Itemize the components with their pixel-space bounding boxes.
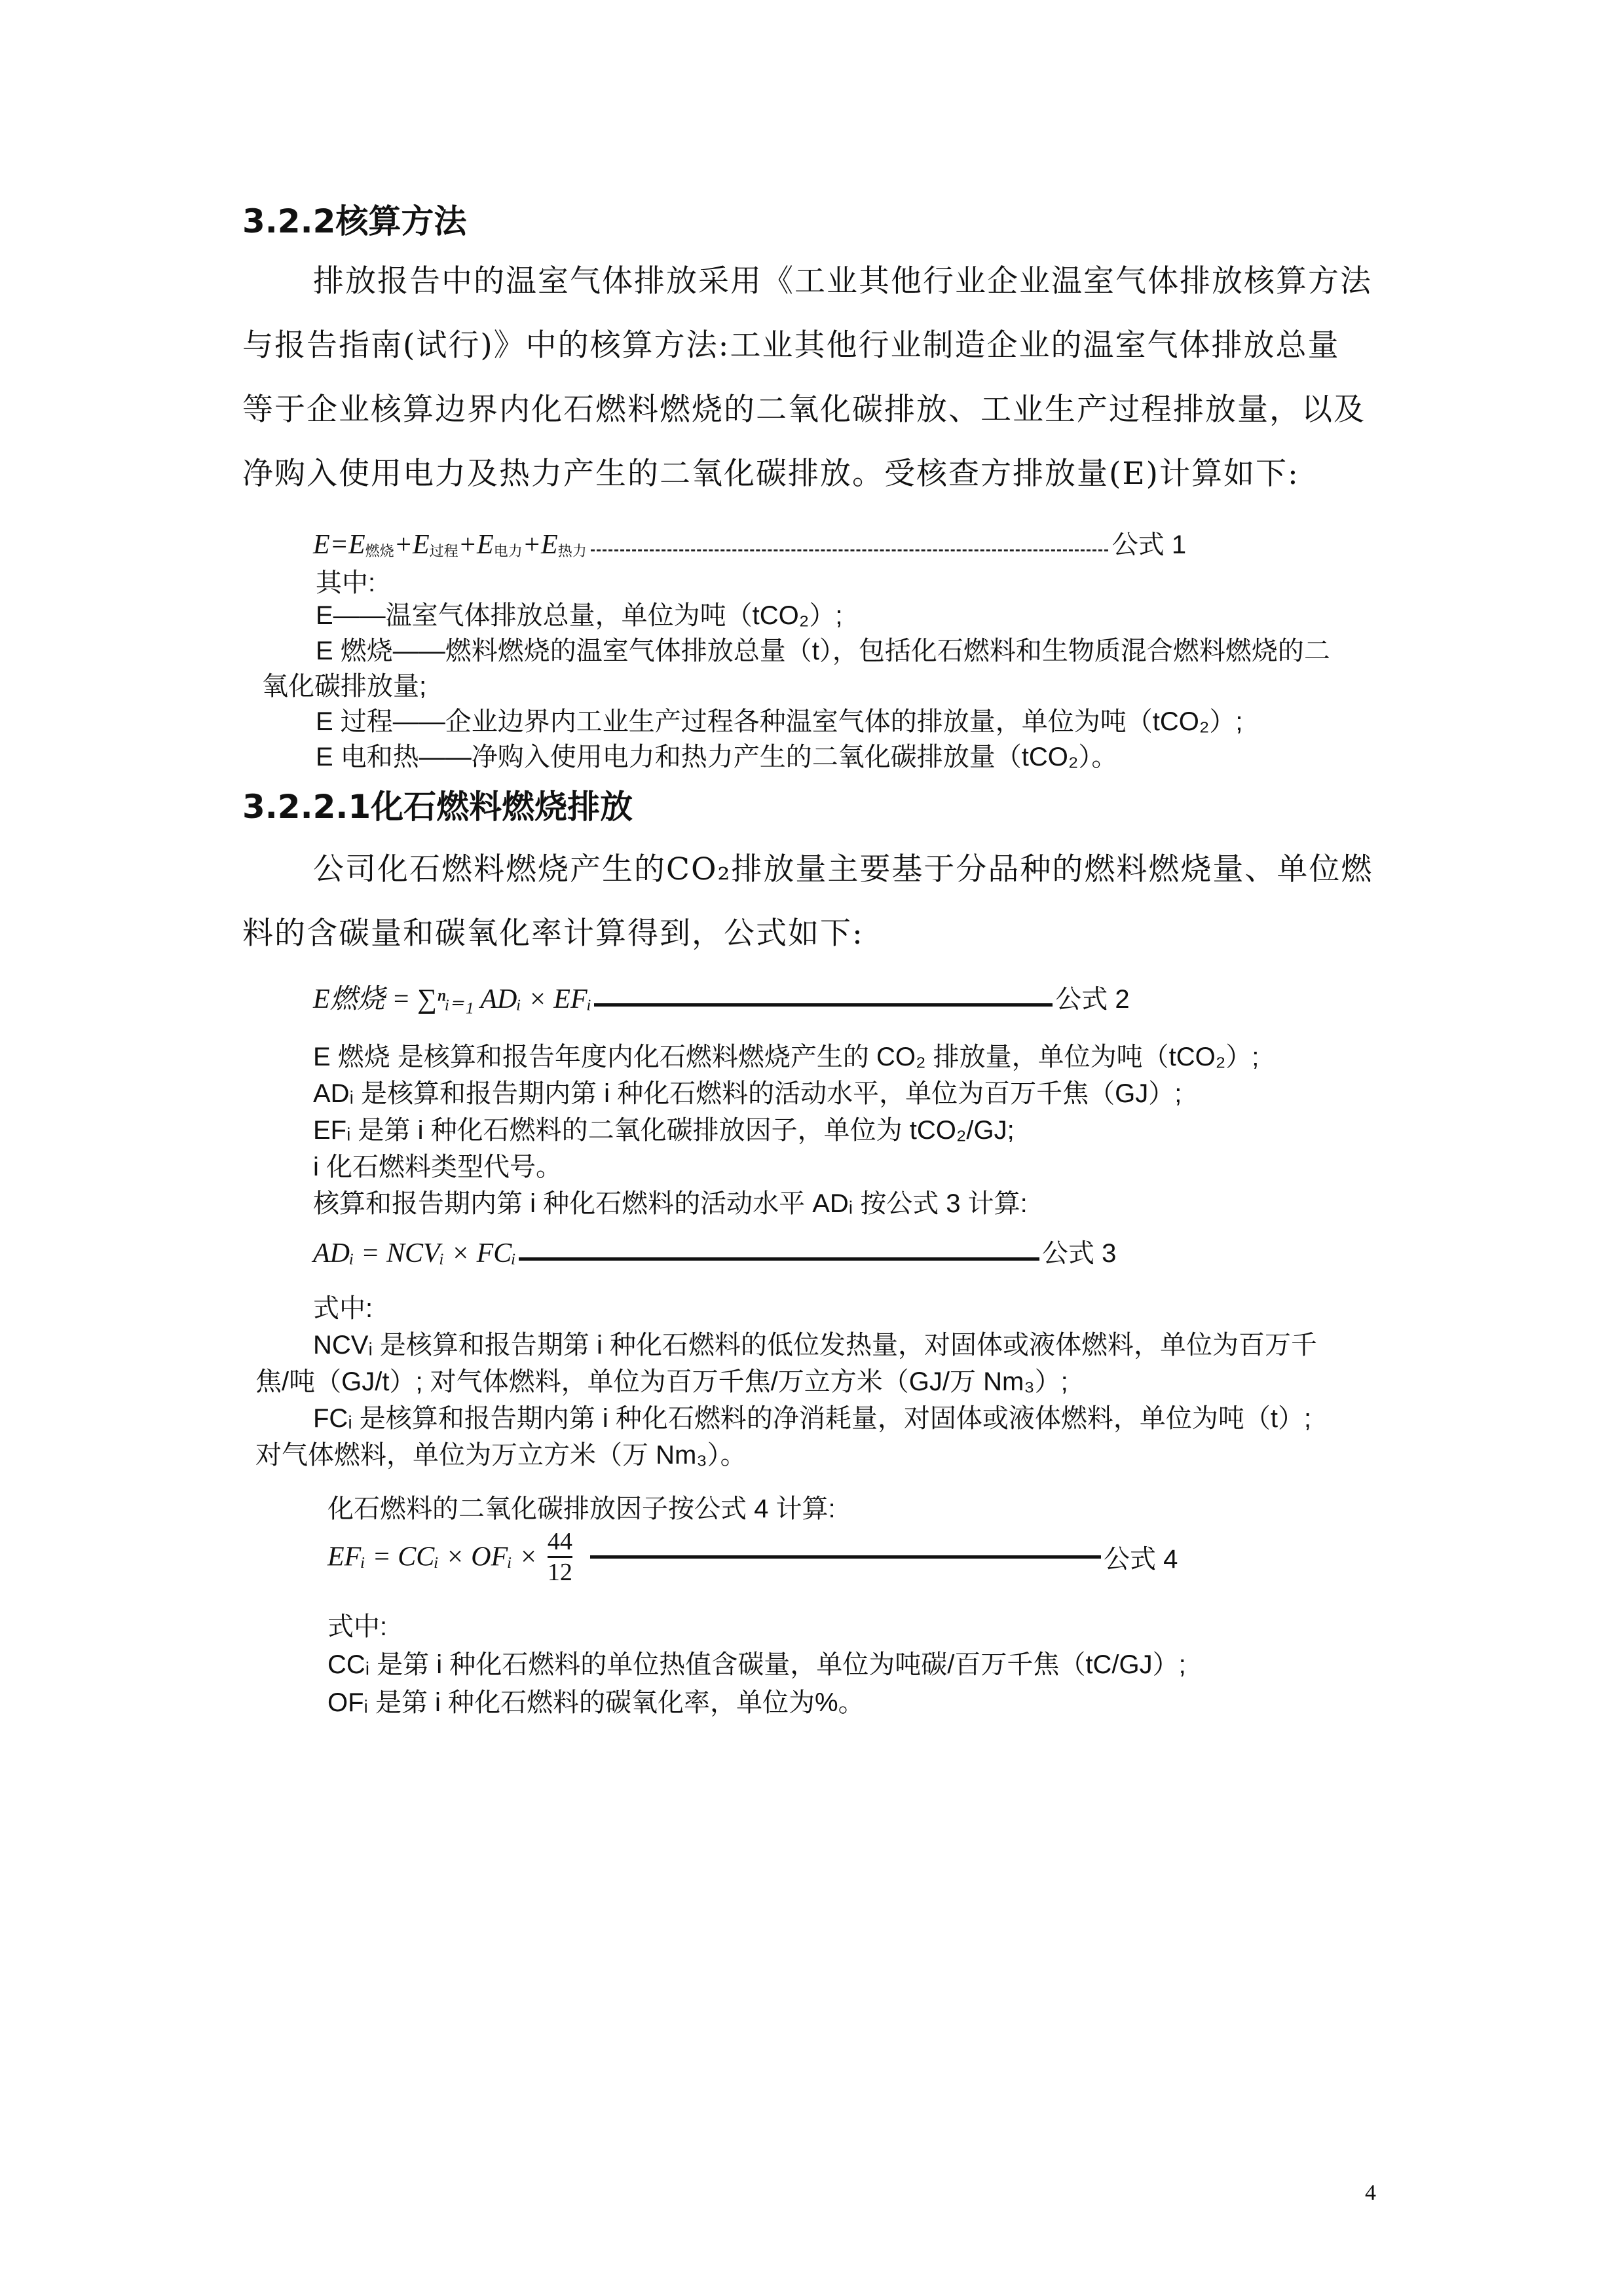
definition-ncv: NCVᵢ 是核算和报告期第 i 种化石燃料的低位发热量，对固体或液体燃料，单位为百万千 <box>313 1331 1317 1360</box>
section-heading-3-2-2-1: 3.2.2.1化石燃料燃烧排放 <box>242 788 633 826</box>
paragraph-2-line-2: 料的含碳量和碳氧化率计算得到，公式如下: <box>242 916 864 952</box>
formula-4-label: 公式 4 <box>1103 1545 1178 1574</box>
definition-e-combustion-2: E 燃烧 是核算和报告年度内化石燃料燃烧产生的 CO₂ 排放量，单位为吨（tCO₂）; <box>313 1043 1259 1071</box>
definition-fc-cont: 对气体燃料，单位为万立方米（万 Nm₃）。 <box>255 1441 747 1470</box>
definition-e-combustion: E 燃烧——燃料燃烧的温室气体排放总量（t），包括化石燃料和生物质混合燃料燃烧的二 <box>316 637 1330 665</box>
where-label-1: 其中: <box>316 568 376 597</box>
formula-1: $E=E_{燃烧}+E_{过程}+E_{电力}+E_{热力}$ 公式 1 <box>313 530 1187 560</box>
where-label-3: 式中: <box>313 1294 373 1323</box>
formula-3-label: 公式 3 <box>1041 1239 1117 1268</box>
definition-cc: CCᵢ 是第 i 种化石燃料的单位热值含碳量，单位为吨碳/百万千焦（tC/GJ）; <box>327 1650 1186 1679</box>
formula-3-intro: 核算和报告期内第 i 种化石燃料的活动水平 ADᵢ 按公式 3 计算: <box>313 1189 1028 1218</box>
page-number: 4 <box>1365 2181 1376 2205</box>
definition-ad: ADᵢ 是核算和报告期内第 i 种化石燃料的活动水平，单位为百万千焦（GJ）; <box>313 1079 1182 1108</box>
formula-3: ADᵢ = NCVᵢ × FCᵢ 公式 3 <box>313 1238 1117 1268</box>
paragraph-2-line-1: 公司化石燃料燃烧产生的CO₂排放量主要基于分品种的燃料燃烧量、单位燃 <box>313 851 1373 887</box>
definition-ncv-cont: 焦/吨（GJ/t）; 对气体燃料，单位为百万千焦/万立方米（GJ/万 Nm₃）; <box>255 1367 1068 1396</box>
formula-2: E燃烧 = ∑ⁿᵢ₌₁ ADᵢ × EFᵢ 公式 2 <box>313 984 1130 1014</box>
definition-of: OFᵢ 是第 i 种化石燃料的碳氧化率，单位为%。 <box>327 1688 865 1717</box>
formula-2-label: 公式 2 <box>1055 985 1130 1014</box>
fraction-44-over-12: $\frac{44}{12}$ <box>547 1528 572 1586</box>
paragraph-1-line-2: 与报告指南(试行)》中的核算方法:工业其他行业制造企业的温室气体排放总量 <box>242 327 1340 363</box>
paragraph-1-line-1: 排放报告中的温室气体排放采用《工业其他行业企业温室气体排放核算方法 <box>313 263 1372 299</box>
formula-4: EFᵢ = CCᵢ × OFᵢ × $\frac{44}{12}$ 公式 4 <box>327 1528 1178 1586</box>
where-label-4: 式中: <box>327 1612 388 1641</box>
formula-1-label: 公式 1 <box>1111 530 1187 559</box>
paragraph-1-line-4: 净购入使用电力及热力产生的二氧化碳排放。受核查方排放量(E)计算如下: <box>242 456 1299 492</box>
section-heading-3-2-2: 3.2.2核算方法 <box>242 202 467 240</box>
definition-fc: FCᵢ 是核算和报告期内第 i 种化石燃料的净消耗量，对固体或液体燃料，单位为吨（t）; <box>313 1404 1312 1433</box>
paragraph-1-line-3: 等于企业核算边界内化石燃料燃烧的二氧化碳排放、工业生产过程排放量，以及 <box>242 392 1366 428</box>
definition-e-process: E 过程——企业边界内工业生产过程各种温室气体的排放量，单位为吨（tCO₂）; <box>316 707 1243 736</box>
definition-e-electricity-heat: E 电和热——净购入使用电力和热力产生的二氧化碳排放量（tCO₂）。 <box>316 743 1118 771</box>
definition-e-total: E——温室气体排放总量，单位为吨（tCO₂）; <box>316 601 843 630</box>
definition-e-combustion-cont: 氧化碳排放量; <box>262 672 427 701</box>
definition-i: i 化石燃料类型代号。 <box>313 1153 562 1181</box>
definition-ef: EFᵢ 是第 i 种化石燃料的二氧化碳排放因子，单位为 tCO₂/GJ; <box>313 1116 1015 1145</box>
formula-4-intro: 化石燃料的二氧化碳排放因子按公式 4 计算: <box>327 1494 836 1523</box>
